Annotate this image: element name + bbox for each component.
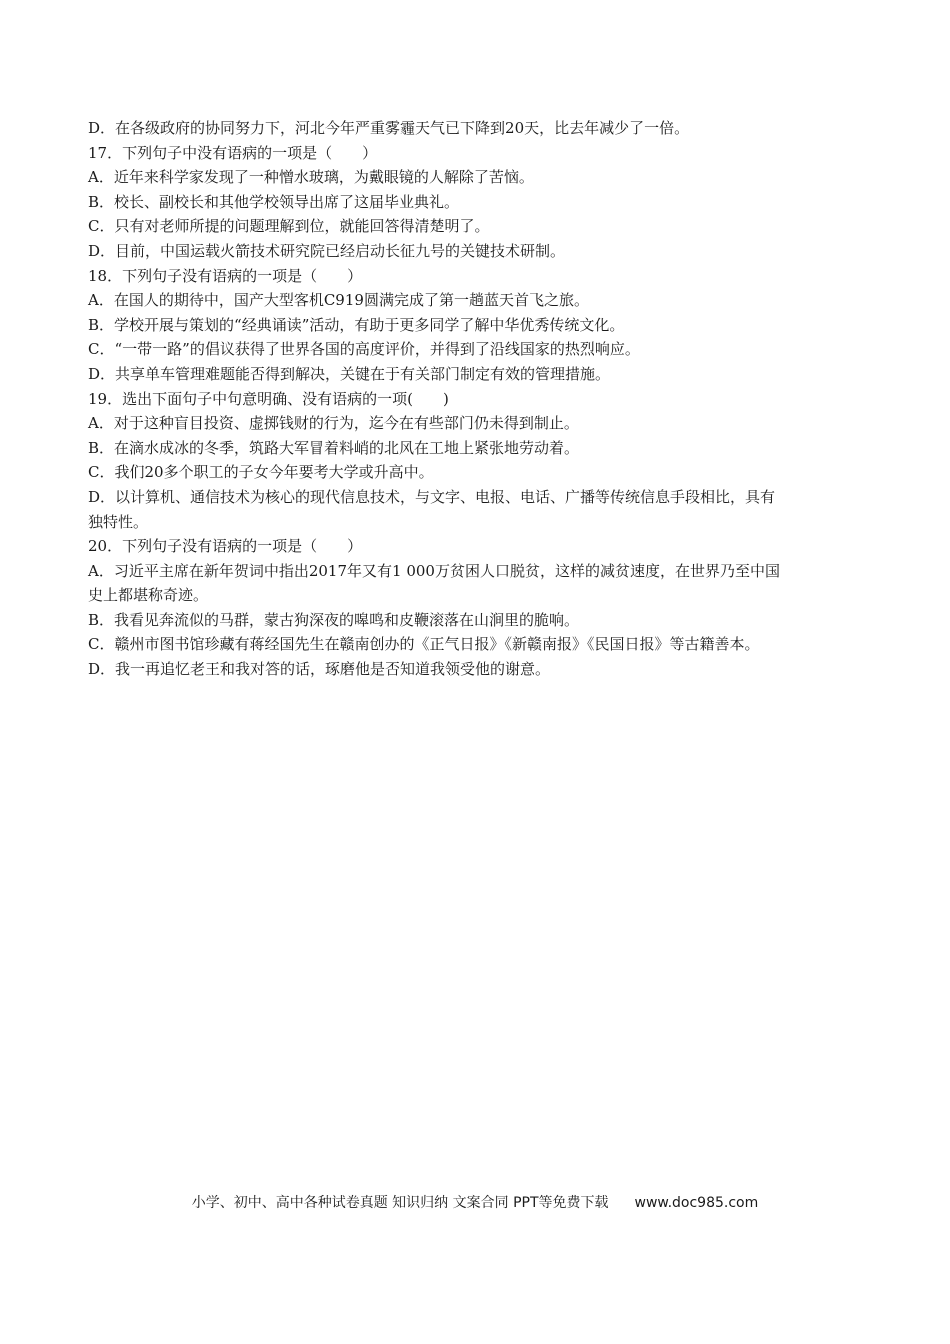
footer-text: 小学、初中、高中各种试卷真题 知识归纳 文案合同 PPT等免费下载	[191, 1195, 609, 1211]
question-19-option-d: D．以计算机、通信技术为核心的现代信息技术，与文字、电报、电话、广播等传统信息手段相比，具有	[88, 487, 776, 506]
question-17-stem: 17．下列句子中没有语病的一项是（ ）	[88, 143, 378, 162]
question-19-option-c: C．我们20多个职工的子女今年要考大学或升高中。	[88, 463, 434, 482]
footer-site-link[interactable]: www.doc985.com	[634, 1195, 759, 1211]
question-18-option-c: C．“一带一路”的倡议获得了世界各国的高度评价，并得到了沿线国家的热烈响应。	[88, 340, 640, 359]
question-19-option-a: A．对于这种盲目投资、虚掷钱财的行为，迄今在有些部门仍未得到制止。	[88, 414, 579, 433]
question-20-option-b: B．我看见奔流似的马群，蒙古狗深夜的嗥鸣和皮鞭滚落在山涧里的脆响。	[88, 610, 580, 629]
question-17-option-c: C．只有对老师所提的问题理解到位，就能回答得清楚明了。	[88, 217, 490, 236]
question-19-option-b: B．在滴水成冰的冬季，筑路大军冒着料峭的北风在工地上紧张地劳动着。	[88, 438, 580, 457]
question-19-stem: 19．选出下面句子中句意明确、没有语病的一项( )	[88, 389, 449, 408]
question-20-option-c: C．赣州市图书馆珍藏有蒋经国先生在赣南创办的《正气日报》《新赣南报》《民国日报》等古籍善本。	[88, 635, 760, 654]
question-17-option-d: D．目前，中国运载火箭技术研究院已经启动长征九号的关键技术研制。	[88, 241, 566, 260]
question-20-option-d: D．我一再追忆老王和我对答的话，琢磨他是否知道我领受他的谢意。	[88, 660, 551, 679]
text-line: D．在各级政府的协同努力下，河北今年严重雾霾天气已下降到20天，比去年减少了一倍。	[88, 119, 690, 137]
question-20-stem: 20．下列句子没有语病的一项是（ ）	[88, 537, 363, 556]
document-body	[88, 116, 868, 682]
question-20-option-a: A．习近平主席在新年贺词中指出2017年又有1 000万贫困人口脱贫，这样的减贫速度，在世界乃至中国	[88, 561, 780, 580]
question-17-option-b: B．校长、副校长和其他学校领导出席了这届毕业典礼。	[88, 192, 460, 211]
question-18-option-b: B．学校开展与策划的“经典诵读”活动，有助于更多同学了解中华优秀传统文化。	[88, 315, 625, 334]
page-footer	[0, 1192, 950, 1212]
question-18-stem: 18．下列句子没有语病的一项是（ ）	[88, 266, 363, 285]
question-19-option-d-cont: 独特性。	[88, 512, 149, 531]
question-20-option-a-cont: 史上都堪称奇迹。	[88, 586, 209, 605]
question-18-option-d: D．共享单车管理难题能否得到解决，关键在于有关部门制定有效的管理措施。	[88, 364, 611, 383]
question-17-option-a: A．近年来科学家发现了一种憎水玻璃，为戴眼镜的人解除了苦恼。	[88, 168, 534, 187]
question-18-option-a: A．在国人的期待中，国产大型客机C919圆满完成了第一趟蓝天首飞之旅。	[88, 291, 589, 310]
